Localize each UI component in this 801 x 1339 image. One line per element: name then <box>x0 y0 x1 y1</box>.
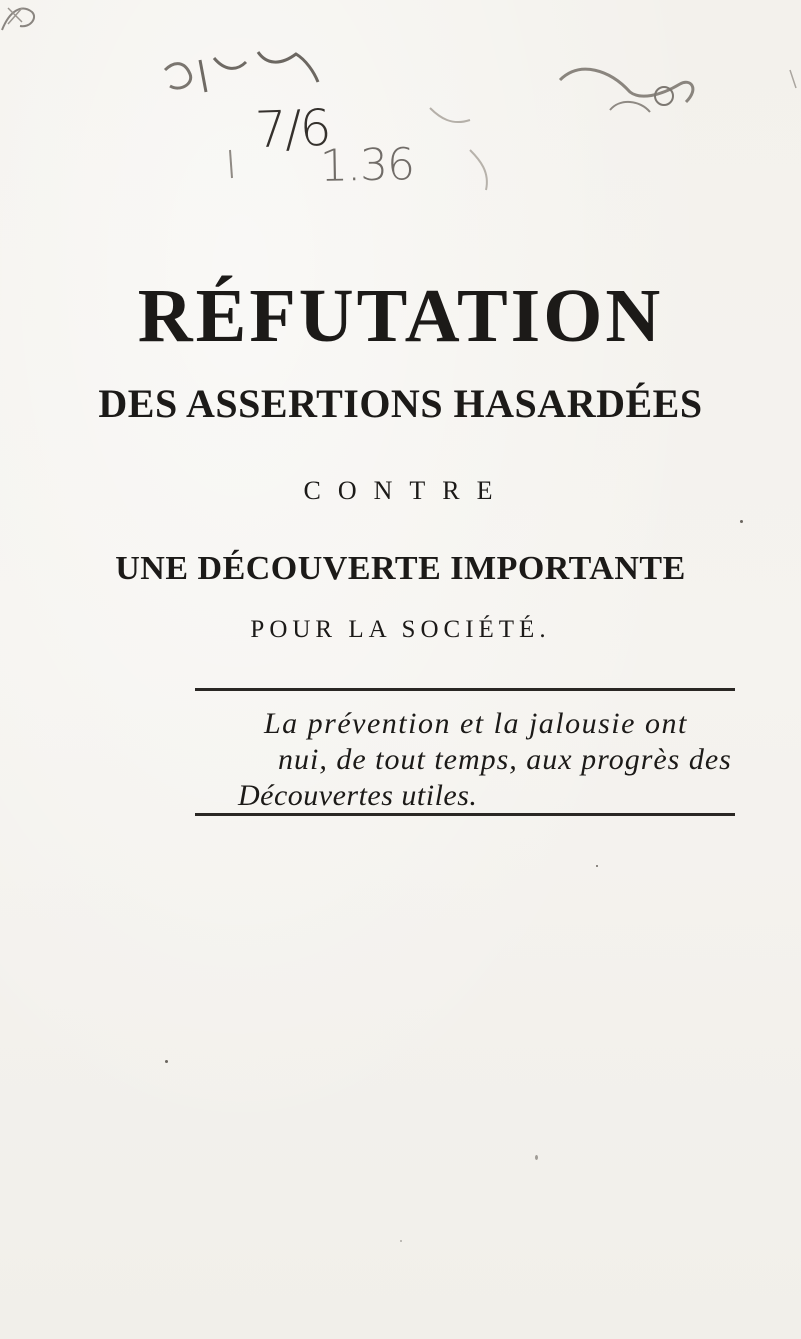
subtitle-line-1: DES ASSERTIONS HASARDÉES <box>98 381 703 426</box>
epigraph-line-2: nui, de tout temps, aux progrès des <box>278 743 732 776</box>
paper-speck <box>535 1155 538 1160</box>
rule-bottom <box>195 813 735 816</box>
paper-speck <box>400 1240 402 1242</box>
paper-speck <box>740 520 743 523</box>
handwritten-note-fraction: 7/6 <box>254 98 331 160</box>
subtitle-line-4: POUR LA SOCIÉTÉ. <box>250 616 551 643</box>
subtitle-line-3: UNE DÉCOUVERTE IMPORTANTE <box>115 550 686 587</box>
epigraph-line-3: Découvertes utiles. <box>238 779 478 812</box>
epigraph <box>200 706 732 814</box>
subtitle-line-2: CONTRE <box>303 476 510 505</box>
handwritten-note-shelfmark: 1.36 <box>319 139 415 192</box>
epigraph-line-1: La prévention et la jalousie ont <box>264 707 688 740</box>
rule-top <box>195 688 735 691</box>
paper-speck <box>165 1060 168 1063</box>
paper-speck <box>596 865 598 867</box>
main-title: RÉFUTATION <box>137 274 664 358</box>
